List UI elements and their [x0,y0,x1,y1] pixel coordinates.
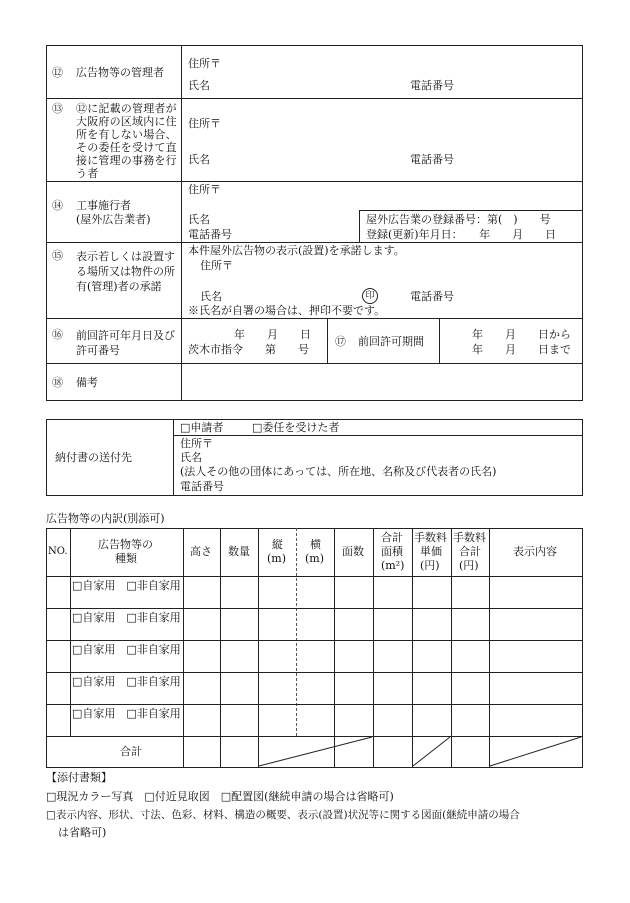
row15-number: ⑮ [52,249,63,262]
delivery-name[interactable]: 氏名 [180,451,202,464]
header-area-2: 面積 [381,545,403,558]
header-horizontal-1: 横 [310,538,321,551]
row13-address[interactable]: 住所〒 [188,117,221,130]
header-unit-2: 単価 [420,545,442,558]
row4-type[interactable]: □自家用 □非自家用 [72,675,181,688]
row14-registration-number[interactable]: 屋外広告業の登録番号：第( ) 号 [366,213,551,226]
row16-label: 前回許可年月日及び許可番号 [76,329,175,357]
header-qty: 数量 [228,545,250,558]
breakdown-table [46,528,583,768]
row14-label-2: (屋外広告業者) [76,213,151,226]
row15-phone[interactable]: 電話番号 [410,290,454,303]
row12-label: 広告物等の管理者 [76,66,164,79]
row17-from[interactable]: 年 月 日から [472,328,571,341]
row15-note: ※氏名が自署の場合は、押印不要です。 [188,304,386,317]
header-fee-3: (円) [459,559,479,572]
attachments-line-1[interactable]: □現況カラー写真 □付近見取図 □配置図(継続申請の場合は省略可) [46,790,394,803]
row15-label: 表示若しくは設置する場所又は物件の所有(管理)者の承諾 [76,250,175,293]
row5-type[interactable]: □自家用 □非自家用 [72,707,181,720]
diagonal-unit [413,737,450,766]
seal-icon: 印 [362,288,378,304]
header-unit-3: (円) [420,559,440,572]
row13-phone[interactable]: 電話番号 [410,153,454,166]
row14-name[interactable]: 氏名 [188,213,210,226]
remarks-field[interactable] [183,365,579,397]
row15-address[interactable]: 住所〒 [200,259,233,272]
row14-registration-date[interactable]: 登録(更新)年月日： 年 月 日 [366,228,557,241]
header-fee-2: 合計 [459,545,481,558]
total-row-diagonals [46,528,583,768]
delivery-corp-note: (法人その他の団体にあっては、所在地、名称及び代表者の氏名) [180,465,497,478]
row15-name[interactable]: 氏名 [200,290,222,303]
applicant-form [46,45,583,401]
header-faces: 面数 [342,545,364,558]
header-type-1: 広告物等の [98,538,153,551]
row16-permit-number[interactable]: 茨木市指令 第 号 [188,343,309,356]
row18-number: ⑱ [52,376,63,389]
row14-address[interactable]: 住所〒 [188,183,221,196]
row16-date[interactable]: 年 月 日 [234,328,311,341]
row17-label: 前回許可期間 [358,335,424,348]
delivery-address[interactable]: 住所〒 [180,437,213,450]
row12-phone[interactable]: 電話番号 [410,79,454,92]
row2-type[interactable]: □自家用 □非自家用 [72,611,181,624]
row12-address[interactable]: 住所〒 [188,57,221,70]
delivery-box [46,419,583,496]
delivery-option-delegate[interactable]: □委任を受けた者 [252,421,340,434]
header-vertical-2: (m) [267,552,287,565]
delivery-option-applicant[interactable]: □申請者 [180,421,224,434]
header-no: NO. [48,546,68,557]
row14-number: ⑭ [52,199,63,212]
row12-name[interactable]: 氏名 [188,79,210,92]
header-fee-1: 手数料 [453,531,486,544]
delivery-label: 納付書の送付先 [55,451,132,464]
attachments-line-2[interactable]: □表示内容、形状、寸法、色彩、材料、構造の概要、表示(設置)状況等に関する図面(継続申請の場合 [46,809,520,821]
total-label: 合計 [120,745,142,758]
row13-label: ⑫に記載の管理者が大阪府の区域内に住所を有しない場合、その委任を受けて直接に管理の事務を行う者 [76,102,177,180]
header-area-1: 合計 [381,531,403,544]
row13-name[interactable]: 氏名 [188,153,210,166]
row1-type[interactable]: □自家用 □非自家用 [72,579,181,592]
row12-number: ⑫ [52,66,63,79]
delivery-phone[interactable]: 電話番号 [180,480,224,493]
attachments-title: 【添付書類】 [46,771,112,784]
row15-statement: 本件屋外広告物の表示(設置)を承諾します。 [188,244,405,257]
header-area-3: (m²) [381,559,405,572]
breakdown-title: 広告物等の内訳(別添可) [46,512,165,525]
row14-phone[interactable]: 電話番号 [188,228,232,241]
header-height: 高さ [190,545,212,558]
header-type-2: 種類 [115,552,137,565]
row14-label-1: 工事施行者 [76,199,131,212]
diagonal-content [490,737,581,766]
row13-number: ⑬ [52,102,63,115]
header-unit-1: 手数料 [414,531,447,544]
row17-number: ⑰ [335,335,346,348]
attachments-line-3: は省略可) [58,826,107,839]
header-horizontal-2: (m) [305,552,325,565]
diagonal-dims [259,737,372,766]
row18-label: 備考 [76,376,98,389]
row17-to[interactable]: 年 月 日まで [472,343,571,356]
header-content: 表示内容 [513,545,557,558]
header-vertical-1: 縦 [272,538,283,551]
row16-number: ⑯ [52,328,63,341]
row3-type[interactable]: □自家用 □非自家用 [72,643,181,656]
